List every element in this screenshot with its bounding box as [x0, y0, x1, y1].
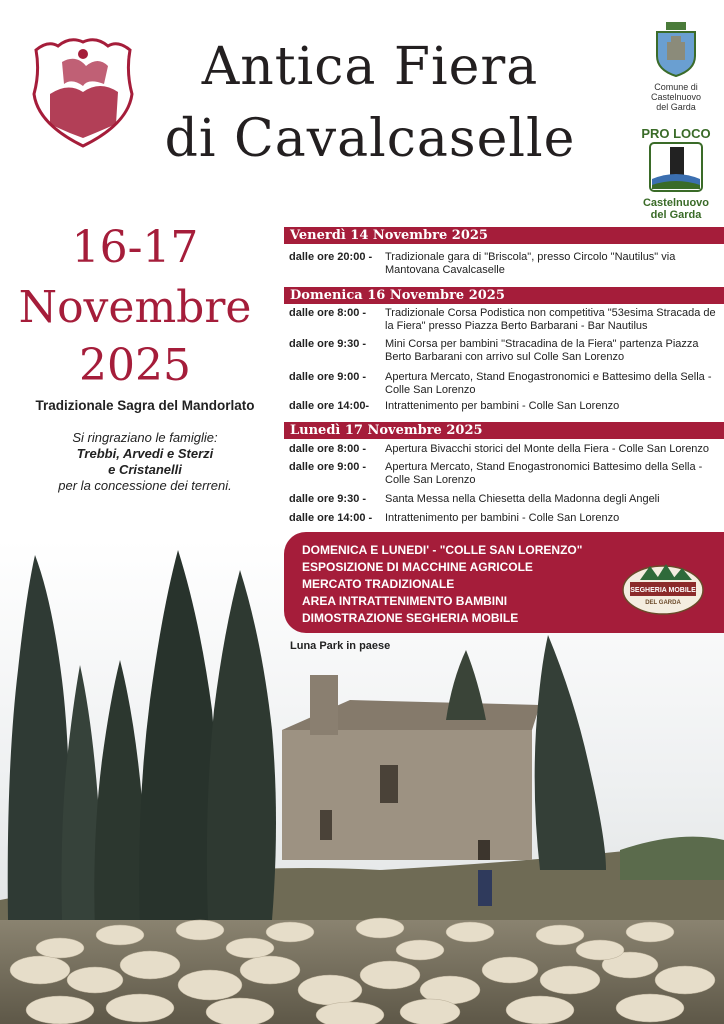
- event-desc: Apertura Mercato, Stand Enogastronomici e Battesimo della Sella - Colle San Lorenzo: [385, 371, 712, 396]
- proloco-sub-1: Castelnuovo: [642, 197, 709, 209]
- luna-park-note: Luna Park in paese: [290, 640, 391, 652]
- highlight-line: DOMENICA E LUNEDI' - "COLLE SAN LORENZO": [302, 543, 583, 557]
- date-days: 16-17: [71, 222, 199, 273]
- segheria-text-1: SEGHERIA MOBILE: [630, 587, 696, 594]
- event-time: dalle ore 9:30 -: [289, 338, 367, 350]
- event-time: dalle ore 9:30 -: [289, 493, 367, 505]
- comune-label-2: Castelnuovo: [650, 92, 702, 102]
- event-desc: Intrattenimento per bambini - Colle San Lorenzo: [385, 512, 620, 524]
- event-desc: Apertura Bivacchi storici del Monte della Fiera - Colle San Lorenzo: [385, 443, 710, 455]
- title-line-2: di Cavalcaselle: [164, 109, 576, 169]
- event-desc: Apertura Mercato, Stand Enogastronomici Battesimo della Sella - Colle San Lorenzo: [385, 461, 703, 486]
- event-desc: Tradizionale gara di "Briscola", presso Circolo "Nautilus" via Mantovana Cavalcaselle: [385, 251, 676, 276]
- comune-label-3: del Garda: [656, 102, 696, 112]
- thanks-block: [0, 430, 290, 494]
- proloco-sub-2: del Garda: [650, 209, 702, 221]
- event-time: dalle ore 9:00 -: [289, 461, 367, 473]
- event-time: dalle ore 20:00 -: [289, 251, 373, 263]
- highlight-line: AREA INTRATTENIMENTO BAMBINI: [302, 594, 508, 608]
- event-row: [289, 307, 724, 333]
- comune-crest-icon: [651, 20, 701, 78]
- event-row: [289, 512, 724, 525]
- cavalcaselle-crest-icon: [28, 32, 138, 150]
- thanks-line-4: per la concessione dei terreni.: [58, 478, 232, 493]
- comune-logo: [636, 20, 716, 112]
- date-year: 2025: [79, 340, 191, 391]
- tower-icon: [648, 141, 704, 193]
- event-time: dalle ore 9:00 -: [289, 371, 367, 383]
- title-line-1: Antica Fiera: [201, 37, 539, 97]
- friday-heading: Venerdì 14 Novembre 2025: [284, 227, 724, 244]
- event-row: [289, 371, 724, 397]
- comune-label-1: Comune di: [654, 82, 698, 92]
- event-desc: Mini Corsa per bambini "Stracadina de la Fiera" partenza Piazza Berto Barbarani con arrivo sul Colle San Lorenzo: [385, 338, 699, 363]
- sagra-subtitle: Tradizionale Sagra del Mandorlato: [35, 398, 255, 413]
- monday-heading: Lunedì 17 Novembre 2025: [284, 422, 724, 439]
- event-row: [289, 443, 724, 456]
- event-desc: Intrattenimento per bambini - Colle San Lorenzo: [385, 400, 620, 412]
- event-time: dalle ore 14:00-: [289, 400, 370, 412]
- highlight-line: MERCATO TRADIZIONALE: [302, 577, 455, 591]
- event-row: [289, 251, 724, 277]
- proloco-title: PRO LOCO: [641, 126, 711, 141]
- highlight-line: ESPOSIZIONE DI MACCHINE AGRICOLE: [302, 560, 533, 574]
- sunday-heading: Domenica 16 Novembre 2025: [284, 287, 724, 304]
- date-month: Novembre: [18, 282, 252, 333]
- proloco-logo: [640, 126, 712, 221]
- highlight-line: DIMOSTRAZIONE SEGHERIA MOBILE: [302, 611, 519, 625]
- segheria-text-2: DEL GARDA: [645, 600, 681, 606]
- event-row: [289, 461, 724, 487]
- event-row: [289, 400, 724, 413]
- thanks-line-2: Trebbi, Arvedi e Sterzi: [76, 446, 214, 461]
- thanks-line-1: Si ringraziano le famiglie:: [72, 430, 218, 445]
- event-desc: Santa Messa nella Chiesetta della Madonna degli Angeli: [385, 493, 660, 505]
- event-time: dalle ore 8:00 -: [289, 307, 367, 319]
- event-row: [289, 493, 724, 506]
- event-desc: Tradizionale Corsa Podistica non competitiva "53esima Stracada de la Fiera" presso Piazza Berto Barbarani - Bar Nautilus: [385, 307, 716, 332]
- event-time: dalle ore 14:00 -: [289, 512, 373, 524]
- event-row: [289, 338, 724, 364]
- thanks-line-3: e Cristanelli: [108, 462, 182, 477]
- segheria-logo-icon: [620, 560, 706, 616]
- event-time: dalle ore 8:00 -: [289, 443, 367, 455]
